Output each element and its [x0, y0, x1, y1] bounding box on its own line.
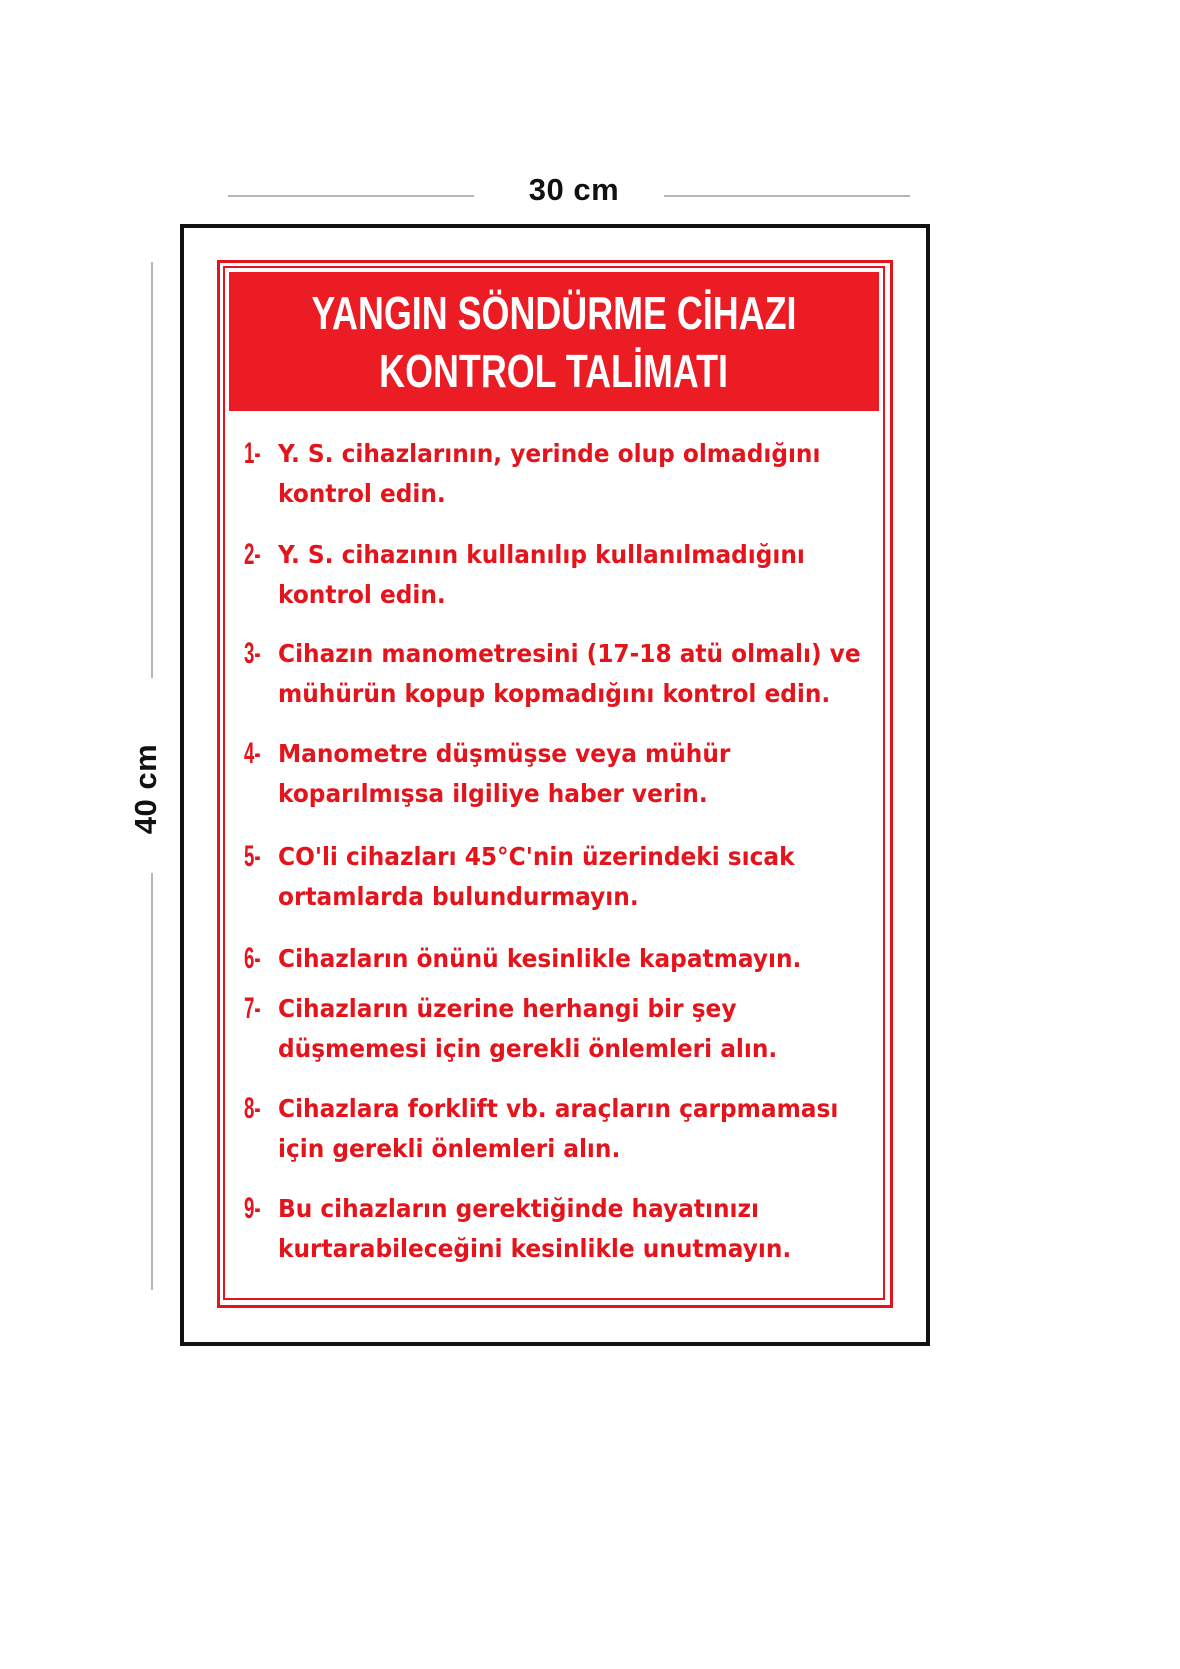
instruction-line: Cihazlara forklift vb. araçların çarpmaması	[278, 1094, 839, 1123]
instruction-item	[244, 734, 874, 814]
instruction-line: mühürün kopup kopmadığını kontrol edin.	[278, 679, 831, 708]
instruction-number: 5-	[244, 840, 261, 873]
height-dimension-line-top	[151, 262, 153, 678]
instruction-text	[278, 989, 832, 1069]
instruction-text	[278, 1189, 832, 1269]
instruction-text	[278, 939, 832, 979]
instruction-line: Cihazların önünü kesinlikle kapatmayın.	[278, 944, 802, 973]
height-dimension-line-bottom	[151, 873, 153, 1290]
instruction-text	[278, 634, 861, 714]
instruction-number: 3-	[244, 637, 261, 670]
instruction-line: kontrol edin.	[278, 580, 446, 609]
instruction-item	[244, 634, 874, 714]
instruction-text	[278, 434, 832, 514]
instruction-line: kontrol edin.	[278, 479, 446, 508]
instruction-number: 2-	[244, 538, 261, 571]
instruction-item	[244, 1189, 874, 1269]
sign-title-banner	[229, 272, 879, 411]
instruction-text	[278, 535, 832, 615]
sign-title-line-2: KONTROL TALİMATI	[379, 344, 729, 397]
instruction-item	[244, 434, 874, 514]
instruction-number: 6-	[244, 942, 261, 975]
instruction-item	[244, 1089, 874, 1169]
instruction-number: 9-	[244, 1192, 261, 1225]
instruction-text	[278, 837, 832, 917]
instruction-number: 8-	[244, 1092, 261, 1125]
instruction-line: ortamlarda bulundurmayın.	[278, 882, 639, 911]
instruction-line: Cihazın manometresini (17-18 atü olmalı) ve	[278, 639, 861, 668]
instruction-line: Bu cihazların gerektiğinde hayatınızı	[278, 1194, 759, 1223]
instruction-line: Y. S. cihazlarının, yerinde olup olmadığını	[278, 439, 821, 468]
instruction-number: 1-	[244, 437, 261, 470]
instruction-number: 4-	[244, 737, 261, 770]
instruction-line: kurtarabileceğini kesinlikle unutmayın.	[278, 1234, 792, 1263]
instruction-line: için gerekli önlemleri alın.	[278, 1134, 621, 1163]
instruction-item	[244, 989, 874, 1069]
instruction-item	[244, 837, 874, 917]
instruction-line: koparılmışsa ilgiliye haber verin.	[278, 779, 708, 808]
instruction-line: düşmemesi için gerekli önlemleri alın.	[278, 1034, 778, 1063]
instruction-line: Manometre düşmüşse veya mühür	[278, 739, 731, 768]
instruction-line: CO'li cihazları 45°C'nin üzerindeki sıcak	[278, 842, 795, 871]
instruction-text	[278, 1089, 838, 1169]
instruction-line: Y. S. cihazının kullanılıp kullanılmadığını	[278, 540, 805, 569]
instruction-text	[278, 734, 832, 814]
instruction-number: 7-	[244, 992, 261, 1025]
instruction-item	[244, 535, 874, 615]
sign-title-line-1: YANGIN SÖNDÜRME CİHAZI	[311, 286, 797, 339]
width-dimension-label: 30 cm	[528, 172, 620, 207]
instruction-line: Cihazların üzerine herhangi bir şey	[278, 994, 737, 1023]
height-dimension-label: 40 cm	[128, 743, 163, 835]
instruction-item	[244, 939, 874, 979]
width-dimension-line-right	[664, 195, 910, 197]
width-dimension-line-left	[228, 195, 474, 197]
